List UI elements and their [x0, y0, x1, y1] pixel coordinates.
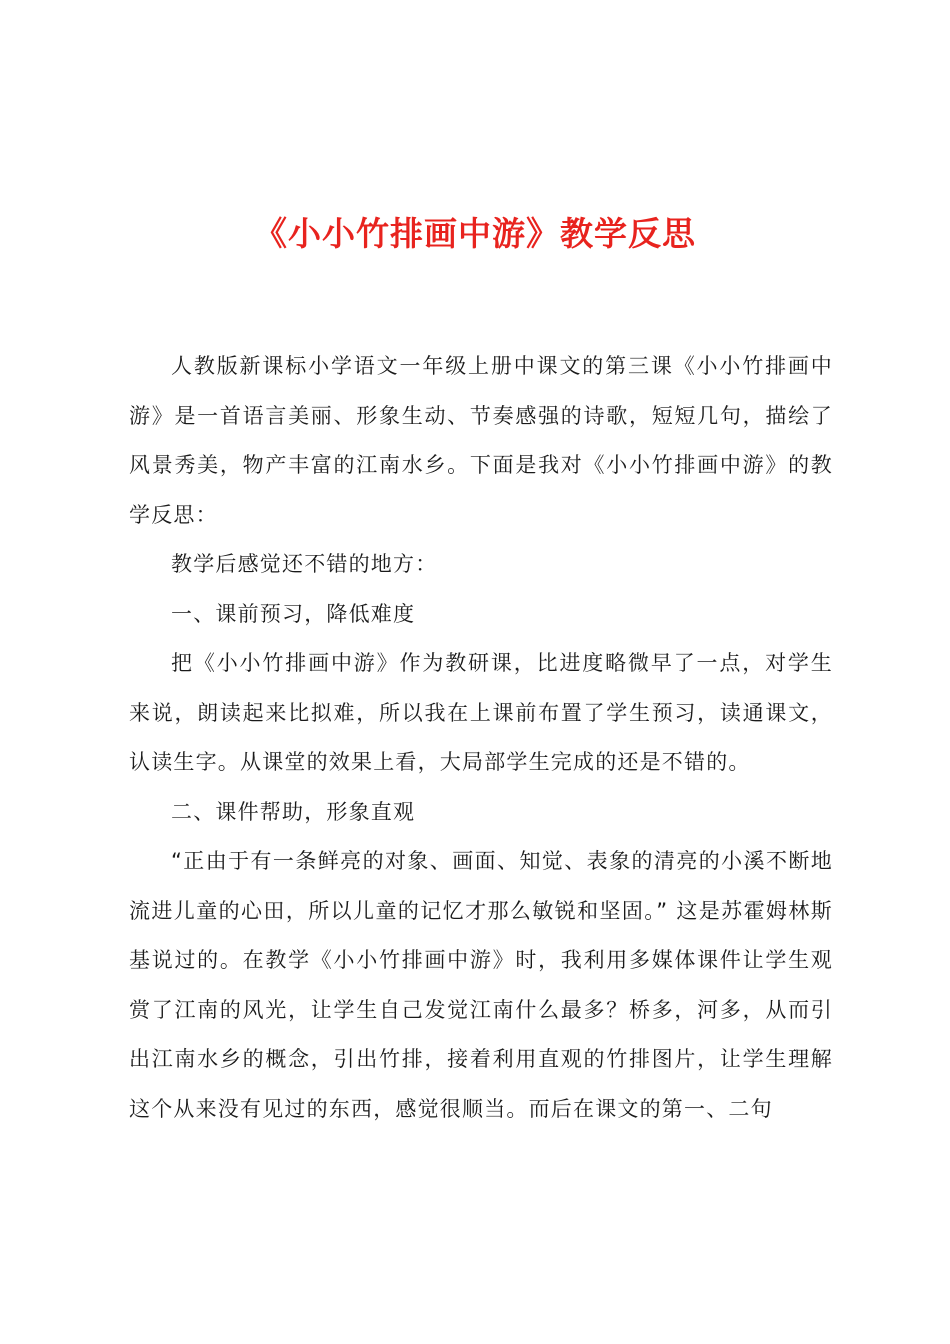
paragraph-intro: 人教版新课标小学语文一年级上册中课文的第三课《小小竹排画中游》是一首语言美丽、形象生动、节奏感强的诗歌，短短几句，描绘了风景秀美，物产丰富的江南水乡。下面是我对《小小竹排画中游》的教学反思： [129, 354, 833, 527]
paragraph-good-points: 教学后感觉还不错的地方： [171, 552, 438, 576]
section-heading-2: 二、课件帮助，形象直观 [171, 799, 416, 824]
document-body [129, 342, 833, 1134]
paragraph-preview: 把《小小竹排画中游》作为教研课，比进度略微早了一点，对学生来说，朗读起来比拟难，所以我在上课前布置了学生预习，读通课文，认读生字。从课堂的效果上看，大局部学生完成的还是不错的。 [129, 651, 833, 774]
paragraph-courseware: “正由于有一条鲜亮的对象、画面、知觉、表象的清亮的小溪不断地流进儿童的心田，所以儿童的记忆才那么敏锐和坚固。” 这是苏霍姆林斯基说过的。在教学《小小竹排画中游》时，我利用多媒体课件让学生观赏了江南的风光，让学生自己发觉江南什么最多？桥多，河多，从而引出江南水乡的概念，引出竹排，接着利用直观的竹排图片，让学生理解这个从来没有见过的东西，感觉很顺当。而后在课文的第一、二句 [129, 849, 833, 1121]
document-title: 《小小竹排画中游》教学反思 [254, 214, 696, 253]
section-heading-1: 一、课前预习，降低难度 [171, 601, 416, 626]
